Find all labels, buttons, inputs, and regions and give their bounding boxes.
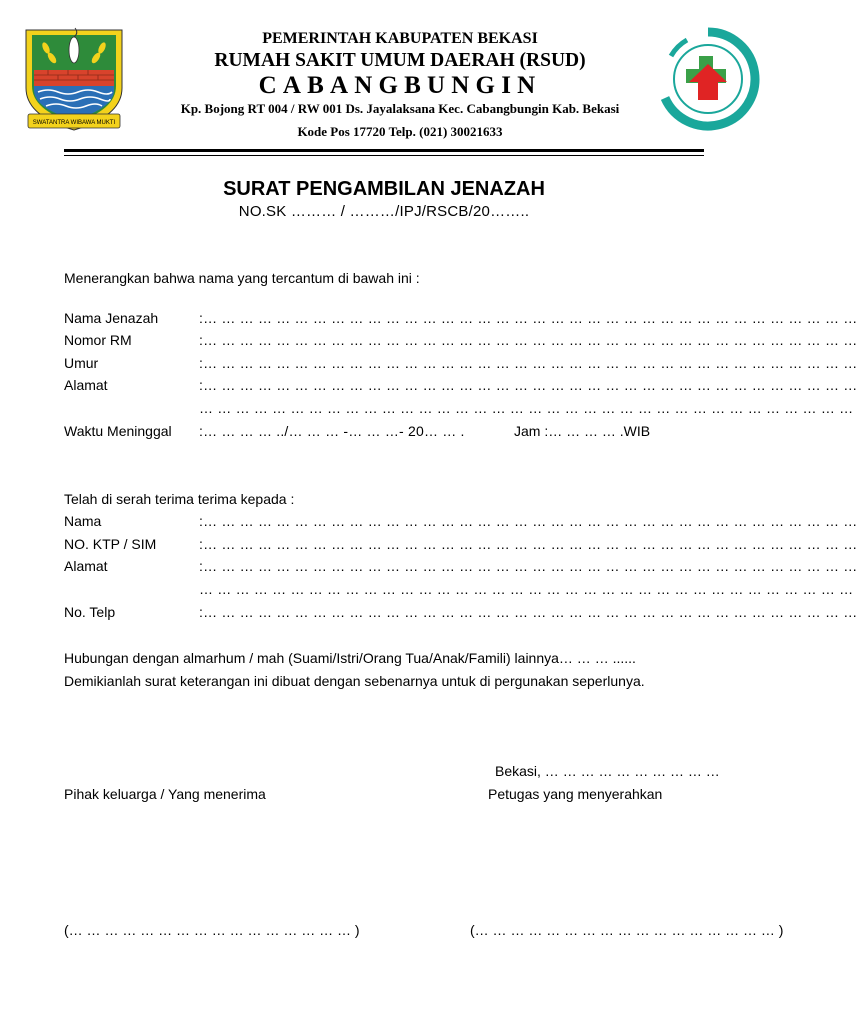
header-contact: Kode Pos 17720 Telp. (021) 30021633: [297, 124, 503, 139]
header-government: PEMERINTAH KABUPATEN BEKASI: [262, 30, 538, 47]
receiver-address-field-2: … … … … … … … … … … … … … … … … … … … … … … … … … … … … … … … … … … … …: [199, 581, 854, 597]
header-address: Kp. Bojong RT 004 / RW 001 Ds. Jayalaksana Kec. Cabangbungin Kab. Bekasi: [180, 101, 620, 116]
header-divider-thick: [64, 149, 704, 152]
deceased-name-field: :… … … … … … … … … … … … … … … … … … … … … … … … … … … … … … … … … … … …: [199, 310, 857, 326]
age-field: :… … … … … … … … … … … … … … … … … … … … … … … … … … … … … … … … … … … …: [199, 355, 857, 371]
receiver-phone-field: :… … … … … … … … … … … … … … … … … … … … … … … … … … … … … … … … … … … …: [199, 604, 857, 620]
kabupaten-bekasi-emblem-icon: [18, 26, 130, 132]
time-of-death-field: :… … … … ../… … … -… … …- 20… … .: [199, 423, 465, 439]
medical-record-field: :… … … … … … … … … … … … … … … … … … … … … … … … … … … … … … … … … … … …: [199, 332, 857, 348]
closing-statement: Demikianlah surat keterangan ini dibuat dengan sebenarnya untuk di pergunakan seperlunya.: [64, 673, 645, 689]
left-logo-motto: SWATANTRA WIBAWA MUKTI: [32, 120, 116, 126]
receiver-address-field-1: :… … … … … … … … … … … … … … … … … … … … … … … … … … … … … … … … … … … …: [199, 558, 857, 574]
deceased-address-label: Alamat: [64, 377, 108, 393]
receiver-id-field: :… … … … … … … … … … … … … … … … … … … … … … … … … … … … … … … … … … … …: [199, 536, 857, 552]
header-hospital: RUMAH SAKIT UMUM DAERAH (RSUD): [214, 50, 586, 71]
left-signature-line: (… … … … … … … … … … … … … … … … ): [64, 922, 360, 938]
age-label: Umur: [64, 355, 99, 371]
rsud-cabangbungin-logo-icon: [657, 28, 759, 130]
deceased-address-field-1: :… … … … … … … … … … … … … … … … … … … … … … … … … … … … … … … … … … … …: [199, 377, 857, 393]
receiver-name-label: Nama: [64, 513, 102, 529]
receiver-id-label: NO. KTP / SIM: [64, 536, 157, 552]
document-number: NO.SK ……… / ………/IPJ/RSCB/20……..: [238, 203, 530, 220]
time-of-death-label: Waktu Meninggal: [64, 423, 172, 439]
right-signer-label: Petugas yang menyerahkan: [488, 786, 663, 802]
receiver-phone-label: No. Telp: [64, 604, 116, 620]
handover-intro: Telah di serah terima terima kepada :: [64, 491, 295, 507]
place-date-field: Bekasi, … … … … … … … … … …: [495, 763, 720, 779]
receiver-address-label: Alamat: [64, 558, 108, 574]
relationship-text: Hubungan dengan almarhum / mah (Suami/Istri/Orang Tua/Anak/Famili) lainnya… … … ......: [64, 650, 636, 666]
left-signer-label: Pihak keluarga / Yang menerima: [64, 786, 266, 802]
hour-field: Jam :… … … … .WIB: [514, 423, 651, 439]
document-title: SURAT PENGAMBILAN JENAZAH: [223, 178, 545, 200]
header-divider-thin: [64, 155, 704, 156]
intro-text: Menerangkan bahwa nama yang tercantum di bawah ini :: [64, 270, 420, 286]
receiver-name-field: :… … … … … … … … … … … … … … … … … … … … … … … … … … … … … … … … … … … …: [199, 513, 857, 529]
medical-record-label: Nomor RM: [64, 332, 132, 348]
right-signature-line: (… … … … … … … … … … … … … … … … … ): [470, 922, 784, 938]
header-hospital-name: CABANGBUNGIN: [258, 72, 542, 99]
deceased-name-label: Nama Jenazah: [64, 310, 159, 326]
deceased-address-field-2: … … … … … … … … … … … … … … … … … … … … … … … … … … … … … … … … … … … …: [199, 400, 854, 416]
